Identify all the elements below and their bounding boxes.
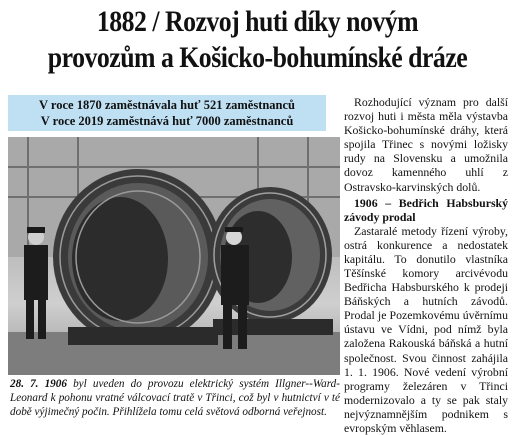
column-subheading: 1906 – Bedřich Habsburský závody prodal xyxy=(344,195,508,224)
photo-caption xyxy=(10,377,340,419)
historic-power-plant-photo xyxy=(8,137,340,375)
generator-left xyxy=(53,169,223,345)
employee-info-box xyxy=(8,95,326,131)
photo-illustration xyxy=(8,137,340,375)
info-line-2019: V roce 2019 zaměstnává huť 7000 zaměstnanců xyxy=(40,114,294,128)
column-paragraph-1: Rozhodující význam pro další rozvoj huti i města měla výstavba Košicko-bohumínské dráhy, která spojila Třinec s novými ložisky rudy na Slovensku a umožnila dovoz kamenného uhlí z Ostravsko-karvinských dolů. xyxy=(344,95,508,194)
article-column xyxy=(344,95,508,435)
column-paragraph-2: Zastaralé metody řízení výroby, ostrá konkurence a nedostatek kapitálu. To donutilo vlastníka Těšínské komory arcivévodu Bedřicha Habsburského k prodeji Báňských a hutních závodů. Prodal je Pozemkovému úvěrnímu ústavu ve Vídni, pod nímž byla založena Rakouská báňská a hutní společnost. Svou činnost zahájila 1. 1. 1906. Nové vedení výrobní programy železáren v Třinci modernizovalo a ty se pak staly nejvýznamnějším podnikem s evropským věhlasem. xyxy=(344,223,508,435)
info-line-1870: V roce 1870 zaměstnávala huť 521 zaměstnanců xyxy=(38,98,296,112)
title-line-2: provozům a Košicko-bohumínské dráze xyxy=(47,41,468,74)
article-title xyxy=(36,4,479,76)
caption-date: 28. 7. 1906 xyxy=(10,378,67,390)
title-line-1: 1882 / Rozvoj huti díky novým xyxy=(96,5,419,38)
caption-text: byl uveden do provozu elektrický systém Illgner--Ward-Leonard k pohonu vratné válcovací tratě v Třinci, což byl v hutnictví v té době výjimečný počin. Přihlížela tomu celá světová odborná veřejnost. xyxy=(10,378,341,418)
